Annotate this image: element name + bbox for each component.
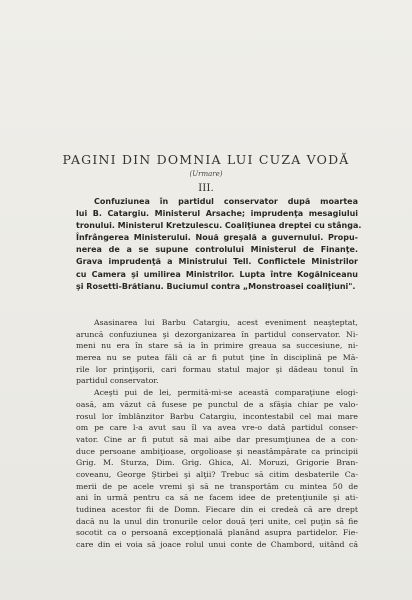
chapter-title: PAGINI DIN DOMNIA LUI CUZA VODĂ	[62, 152, 350, 167]
body-line: coveanu, George Ştirbei şi alţii? Trebuc să citim desbaterile Ca-	[76, 469, 358, 479]
body-line: Aceşti pui de lei, permită-mi-se această comparaţiune elogi-	[94, 388, 358, 398]
body-line: oasă, am văzut că fusese pe punctul de a sfăşia chiar pe valo-	[76, 399, 358, 409]
body-line: vator. Cine ar fi putut să mai aibe dar presumţiunea de a con-	[76, 434, 358, 444]
body-text	[76, 317, 358, 551]
body-line: socotit ca o persoană excepţională planând asupra partidelor. Fie-	[76, 528, 358, 538]
body-line: ani în urmă pentru ca să ne facem idee de pretenţiunile şi ati-	[76, 493, 358, 503]
body-line: rile lor prinţişorii, cari formau statul major şi dădeau tonul în	[76, 364, 358, 374]
body-line: duce persoane ambiţioase, orgolioase şi neastâmpărate ca principii	[76, 446, 358, 456]
body-line: partidul conservator.	[76, 376, 159, 386]
body-line: merii de pe acele vremi şi să ne transportăm cu mintea 50 de	[76, 481, 358, 491]
summary-line: cu Camera şi umilirea Ministrilor. Lupta între Kogălniceanu	[76, 269, 358, 279]
summary-line: Confuziunea în partidul conservator după moartea	[94, 197, 358, 206]
body-line: merea nu se putea făli că ar fi putut ţine în disciplină pe Mă-	[76, 353, 358, 363]
section-number: III.	[198, 182, 214, 194]
body-line: care din ei voia să joace rolul unui conte de Chambord, uitând că	[76, 540, 358, 550]
body-line: tudinea acestor fii de Domn. Fiecare din ei credeà că are drept	[76, 505, 358, 514]
section-summary	[76, 196, 362, 293]
body-line: dacă nu la unul din tronurile celor două ţeri unite, cel puţin să fie	[76, 516, 358, 526]
summary-line: nerea de a se supune controlului Ministerul de Finanţe.	[76, 245, 358, 255]
body-line: meni nu era în stare să ia în primire greaua sa succesiune, ni-	[76, 341, 358, 351]
summary-line: Înfrângerea Ministerului. Nouă greşală a guvernului. Propu-	[76, 233, 358, 243]
summary-line: tronului. Ministerul Kretzulescu. Coaliţiunea dreptei cu stânga.	[76, 221, 362, 231]
body-line: om pe care l-a avut sau îl va avea vre-o dată partidul conser-	[76, 423, 358, 433]
body-line: rosul lor îmblânzitor Barbu Catargiu, incontestabil cel mai mare	[76, 411, 358, 421]
body-line: aruncă confuziunea şi dezorganizarea în partidul conservator. Ni-	[76, 329, 358, 339]
body-line: Grig. M. Sturza, Dim. Grig. Ghica, Al. Moruzi, Grigorie Bran-	[76, 458, 358, 468]
summary-line: lui B. Catargiu. Ministerul Arsache; imprudenţa mesagiului	[76, 209, 358, 219]
summary-line: şi Rosetti-Brătianu. Buciumul contra „Monstroasei coaliţiuni".	[76, 281, 356, 291]
chapter-subtitle: (Urmare)	[189, 170, 223, 178]
summary-line: Grava imprudenţă a Ministrului Tell. Conflictele Ministrilor	[76, 257, 358, 267]
body-line: Asasinarea lui Barbu Catargiu, acest eveniment neaşteptat,	[94, 318, 358, 327]
